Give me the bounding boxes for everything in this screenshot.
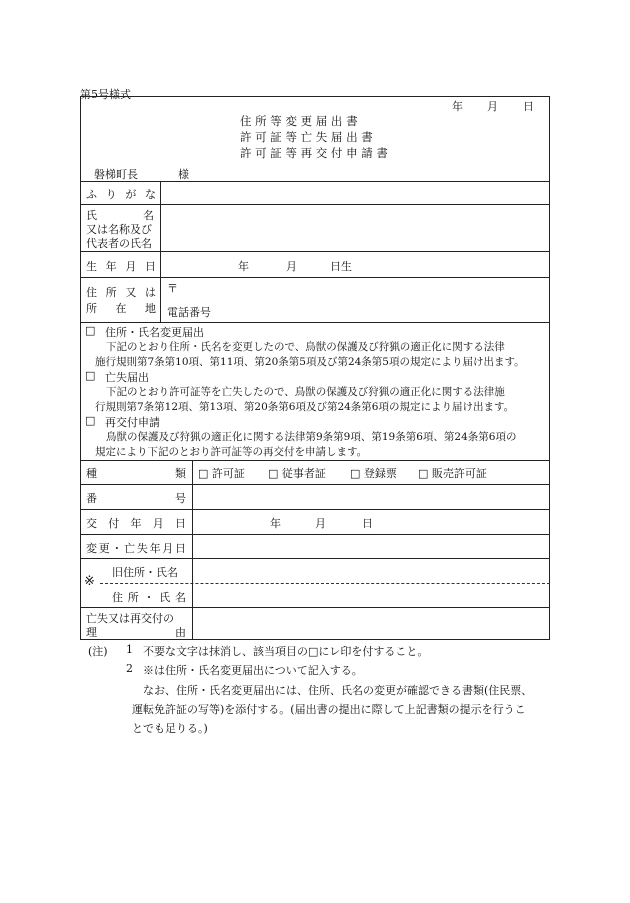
postal-mark: 〒 — [167, 282, 178, 295]
note-2-text: ※は住所・氏名変更届出について記入する。 — [143, 664, 363, 677]
notes-prefix: (注) — [88, 645, 108, 658]
issue-day: 日 — [362, 517, 373, 530]
checkbox-loss[interactable]: □ — [85, 369, 96, 382]
birth-year: 年 — [238, 260, 249, 273]
furigana-label: ふ り が な — [86, 188, 156, 201]
title-loss-report: 許 可 証 等 亡 失 届 出 書 — [240, 130, 373, 144]
date-day-label: 日 — [523, 100, 534, 113]
change-date-input[interactable] — [194, 536, 548, 557]
checkbox-address-change[interactable]: □ — [85, 324, 96, 337]
addressee-suffix: 様 — [178, 168, 189, 181]
reason-label-line1: 亡失又は再交付の — [86, 612, 174, 625]
note-1-text: 不要な文字は抹消し、該当項目の□にレ印を付すること。 — [143, 645, 429, 658]
declaration-reissue-title: 再交付申請 — [105, 416, 160, 429]
title-reissue-application: 許 可 証 等 再 交 付 申 請 書 — [240, 146, 388, 160]
old-address-name-label: 旧住所・氏名 — [112, 566, 178, 579]
declaration-address-change-line2: 施行規則第7条第10項、第11項、第20条第5項及び第24条第5項の規定により届け出ます。 — [95, 356, 525, 368]
date-month-label: 月 — [487, 100, 498, 113]
type-option-permit[interactable]: □ 許可証 — [198, 467, 245, 480]
furigana-input[interactable] — [162, 183, 548, 203]
name-label-line3: 代表者の氏名 — [86, 237, 152, 250]
birth-date-label: 生 年 月 日 — [86, 260, 156, 273]
phone-label: 電話番号 — [167, 306, 211, 319]
issue-month: 月 — [315, 517, 326, 530]
declaration-loss-line1: 下記のとおり許可証等を亡失したので、鳥獣の保護及び狩猟の適正化に関する法律施 — [106, 386, 505, 398]
reason-input[interactable] — [194, 609, 548, 638]
name-label-second: 名 — [143, 209, 154, 222]
issue-year: 年 — [270, 517, 281, 530]
date-year-label: 年 — [452, 100, 463, 113]
change-date-label: 変更・亡失年月日 — [86, 542, 186, 555]
issue-date-label: 交 付 年 月 日 — [86, 517, 186, 530]
note-extra-line3: とでも足りる。) — [132, 722, 208, 735]
birth-month: 月 — [286, 260, 297, 273]
note-2-number: 2 — [126, 662, 133, 675]
addressee-name: 磐梯町長 — [94, 168, 138, 181]
name-label-line2: 又は名称及び — [86, 223, 152, 236]
asterisk-mark: ※ — [84, 574, 95, 589]
declaration-address-change-title: 住所・氏名変更届出 — [105, 326, 204, 339]
number-label: 番 号 — [86, 492, 186, 505]
title-address-change: 住 所 等 変 更 届 出 書 — [240, 114, 358, 128]
checkbox-reissue[interactable]: □ — [85, 414, 96, 427]
declaration-address-change-line1: 下記のとおり住所・氏名を変更したので、鳥獣の保護及び狩猟の適正化に関する法律 — [106, 341, 505, 353]
type-option-worker-cert[interactable]: □ 従事者証 — [268, 467, 326, 480]
note-extra-line1: なお、住所・氏名変更届出には、住所、氏名の変更が確認できる書類(住民票、 — [143, 684, 533, 697]
declaration-loss-line2: 行規則第7条第12項、第13項、第20条第6項及び第24条第6項の規定により届け出ます。 — [95, 401, 515, 413]
declaration-reissue-line1: 鳥獣の保護及び狩猟の適正化に関する法律第9条第9項、第19条第6項、第24条第6項の — [106, 431, 517, 443]
address-label-line1: 住 所 又 は — [86, 286, 156, 299]
form-number: 第5号様式 — [80, 88, 131, 101]
address-label-line2: 所 在 地 — [86, 302, 156, 315]
name-label-first: 氏 — [86, 209, 97, 222]
reason-label-line2: 理 由 — [86, 626, 186, 639]
number-input[interactable] — [194, 486, 548, 508]
type-label: 種 類 — [86, 467, 186, 480]
new-address-name-label: 住 所 ・ 氏 名 — [112, 591, 186, 604]
type-option-sales-permit[interactable]: □ 販売許可証 — [418, 467, 487, 480]
note-1-number: 1 — [126, 643, 133, 656]
birth-day: 日生 — [330, 260, 352, 273]
declaration-reissue-line2: 規定により下記のとおり許可証等の再交付を申請します。 — [95, 446, 368, 458]
type-option-registration[interactable]: □ 登録票 — [350, 467, 397, 480]
name-input[interactable] — [162, 206, 548, 250]
note-extra-line2: 運転免許証の写等)を添付する。(届出書の提出に際して上記書類の提示を行うこ — [132, 703, 526, 716]
declaration-loss-title: 亡失届出 — [105, 371, 149, 384]
